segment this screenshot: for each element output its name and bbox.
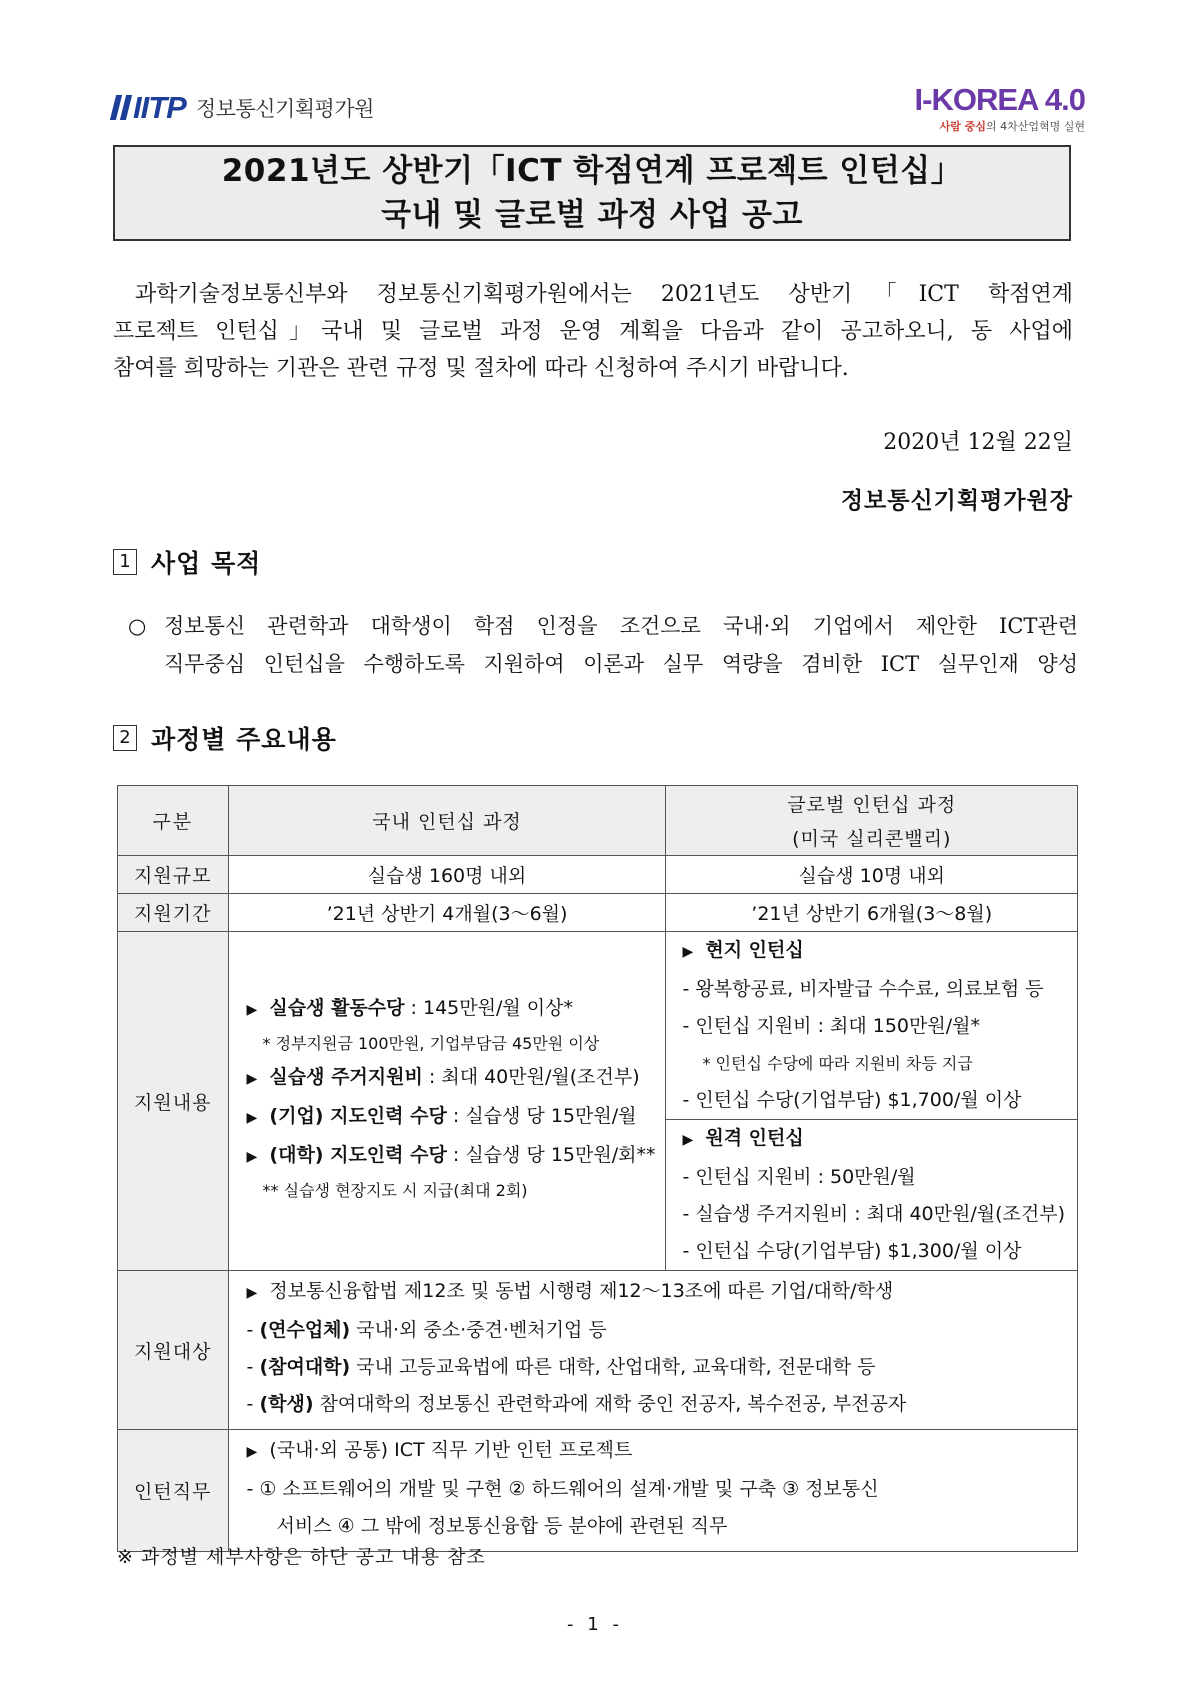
header-global [666,786,1078,856]
domestic-scale: 실습생 160명 내외 [228,856,666,894]
arrow-icon: ▶ [246,1444,258,1460]
header-global-line-1: 글로벌 인턴십 과정 [787,794,957,816]
table-row [118,856,1078,894]
list-item: ▶ 실습생 주거지원비 : 최대 40만원/월(조건부) [246,1066,640,1088]
section-1-heading [113,544,261,580]
list-item: - (학생) 참여대학의 정보통신 관련학과에 재학 중인 전공자, 복수전공, 부전공자 [246,1393,907,1415]
intro-line-1: 과학기술정보통신부와 정보통신기획평가원에서는 2021년도 상반기「ICT 학점연계 [135,282,1073,307]
announcement-date: 2020년 12월 22일 [883,430,1073,455]
global-remote [666,1120,1077,1270]
header-right [915,82,1085,134]
global-onsite [666,932,1077,1120]
section-number: 1 [113,549,137,575]
list-item: - 인턴십 지원비 : 50만원/월 [682,1166,916,1188]
list-item: - 인턴십 지원비 : 최대 150만원/월* [682,1015,980,1037]
signer: 정보통신기획평가원장 [840,488,1073,514]
list-item: - 실습생 주거지원비 : 최대 40만원/월(조건부) [682,1203,1065,1225]
table-header-row [118,786,1078,856]
list-heading: ▶ (국내·외 공통) ICT 직무 기반 인턴 프로젝트 [246,1439,633,1461]
arrow-icon: ▶ [246,1002,258,1018]
note: * 인턴십 수당에 따라 지원비 차등 지급 [702,1054,973,1073]
section-1-body [128,607,1078,683]
title-box [113,145,1071,241]
list-item: 서비스 ④ 그 밖에 정보통신융합 등 분야에 관련된 직무 [276,1515,728,1537]
org-name: 정보통신기획평가원 [195,97,374,121]
section-2-heading [113,720,337,756]
arrow-icon: ▶ [682,1132,694,1148]
list-item: - 왕복항공료, 비자발급 수수료, 의료보험 등 [682,978,1044,1000]
header-category: 구분 [118,786,229,856]
note: ** 실습생 현장지도 시 지급(최대 2회) [262,1181,528,1200]
row-label: 지원대상 [118,1271,229,1430]
arrow-icon: ▶ [246,1149,258,1165]
header-left [113,90,374,126]
list-heading: ▶ 현지 인턴십 [682,939,804,961]
purpose-line-1: 정보통신 관련학과 대학생이 학점 인정을 조건으로 국내·외 기업에서 제안한 ICT관련 [164,614,1078,638]
bullet-icon: ○ [128,614,147,638]
footnote: ※ 과정별 세부사항은 하단 공고 내용 참조 [117,1546,486,1568]
domestic-period: ’21년 상반기 4개월(3～6월) [228,894,666,932]
header-global-line-2: (미국 실리콘밸리) [792,828,952,850]
list-item: - ① 소프트웨어의 개발 및 구현 ② 하드웨어의 설계·개발 및 구축 ③ 정보통신 [246,1478,879,1500]
arrow-icon: ▶ [682,944,694,960]
list-item: ▶ (대학) 지도인력 수당 : 실습생 당 15만원/회** [246,1144,656,1166]
intro-line-2: 프로젝트 인턴십」국내 및 글로벌 과정 운영 계획을 다음과 같이 공고하오니, 동 사업에 [113,319,1073,344]
ikorea-logo: I-KOREA 4.0 [914,82,1085,117]
duty-content [228,1430,1077,1552]
page-number: - 1 - [567,1614,623,1635]
list-item: ▶ 실습생 활동수당 : 145만원/월 이상* [246,997,573,1019]
arrow-icon: ▶ [246,1285,258,1301]
list-item: - (참여대학) 국내 고등교육법에 따른 대학, 산업대학, 교육대학, 전문대학 등 [246,1356,876,1378]
target-content [228,1271,1077,1430]
section-number: 2 [113,725,137,751]
row-label: 지원기간 [118,894,229,932]
global-content [666,932,1078,1271]
list-item: ▶ (기업) 지도인력 수당 : 실습생 당 15만원/월 [246,1105,637,1127]
row-label: 지원규모 [118,856,229,894]
table-row [118,894,1078,932]
arrow-icon: ▶ [246,1071,258,1087]
title-line-2: 국내 및 글로벌 과정 사업 공고 [381,197,803,233]
table-row [118,932,1078,1271]
arrow-icon: ▶ [246,1110,258,1126]
global-scale: 실습생 10명 내외 [666,856,1078,894]
row-label: 지원내용 [118,932,229,1271]
section-title: 과정별 주요내용 [151,725,337,754]
list-item: - 인턴십 수당(기업부담) $1,300/월 이상 [682,1240,1022,1262]
program-table [117,785,1078,1552]
purpose-line-2: 직무중심 인턴십을 수행하도록 지원하여 이론과 실무 역량을 겸비한 ICT 실무인재 양성 [164,652,1078,676]
intro-paragraph [113,276,1073,387]
global-period: ’21년 상반기 6개월(3～8월) [666,894,1078,932]
domestic-content [228,932,666,1271]
note: * 정부지원금 100만원, 기업부담금 45만원 이상 [262,1034,600,1053]
table-row [118,1430,1078,1552]
row-label: 인턴직무 [118,1430,229,1552]
list-item: - (연수업체) 국내·외 중소·중견·벤처기업 등 [246,1319,607,1341]
list-item: - 인턴십 수당(기업부담) $1,700/월 이상 [682,1089,1022,1111]
title-line-1: 2021년도 상반기「ICT 학점연계 프로젝트 인턴십」 [221,153,963,189]
list-heading: ▶ 원격 인턴십 [682,1127,804,1149]
tagline: 사람 중심의 4차산업혁명 실현 [939,120,1085,133]
intro-line-3: 참여를 희망하는 기관은 관련 규정 및 절차에 따라 신청하여 주시기 바랍니다. [113,356,849,381]
header-domestic: 국내 인턴십 과정 [228,786,666,856]
list-heading: ▶ 정보통신융합법 제12조 및 동법 시행령 제12～13조에 따른 기업/대학/학생 [246,1280,894,1302]
section-title: 사업 목적 [151,549,262,578]
iitp-logo: IITP [113,90,186,126]
table-row [118,1271,1078,1430]
